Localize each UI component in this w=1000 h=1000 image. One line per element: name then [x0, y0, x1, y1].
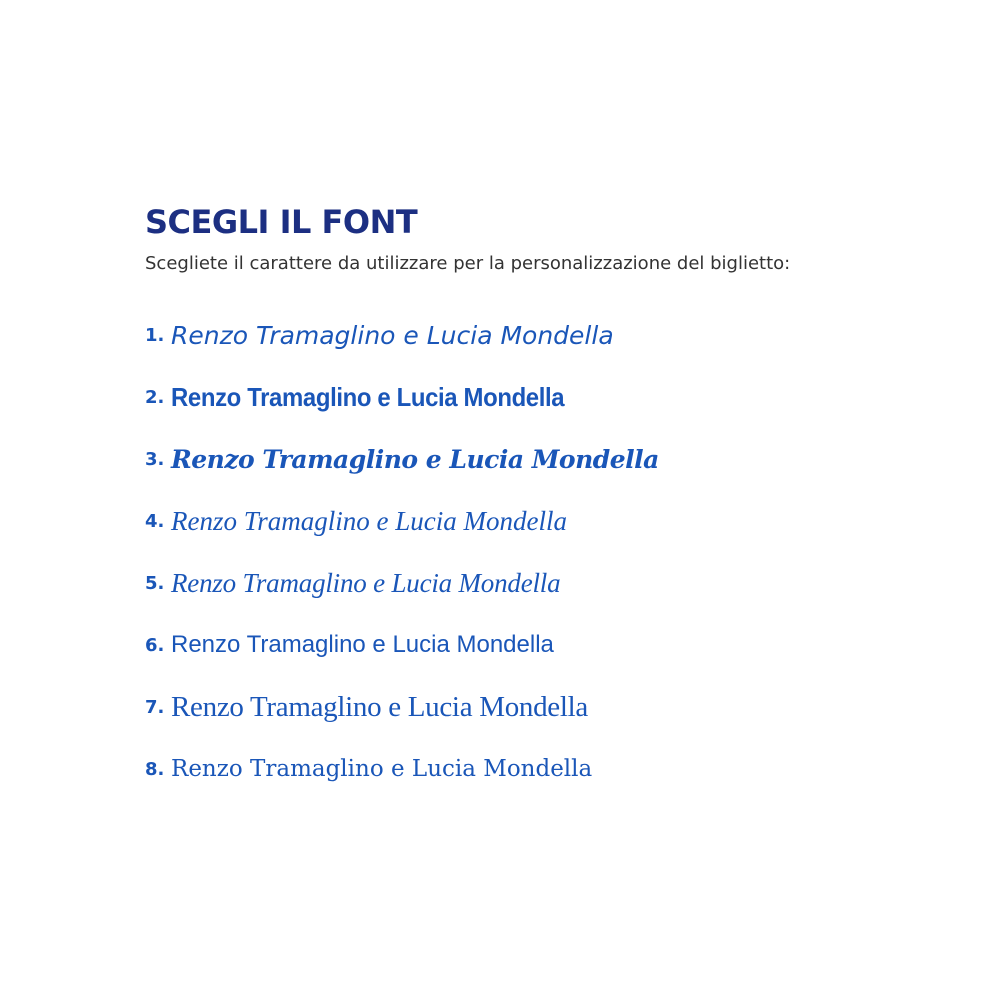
font-sample-text: Renzo Tramaglino e Lucia Mondella	[171, 690, 588, 723]
option-number: 7.	[145, 696, 165, 718]
font-option-1[interactable]	[145, 304, 945, 366]
font-sample-text: Renzo Tramaglino e Lucia Mondella	[171, 444, 659, 474]
instructions-text: Scegliete il carattere da utilizzare per la personalizzazione del biglietto:	[145, 253, 791, 274]
font-sample-text: Renzo Tramaglino e Lucia Mondella	[171, 756, 593, 782]
font-option-6[interactable]	[145, 614, 945, 676]
font-sample-text: Renzo Tramaglino e Lucia Mondella	[171, 381, 565, 412]
font-option-8[interactable]	[145, 738, 945, 800]
option-number: 4.	[145, 510, 165, 532]
font-options-list	[145, 304, 945, 800]
font-sample-text: Renzo Tramaglino e Lucia Mondella	[171, 567, 561, 598]
option-number: 8.	[145, 758, 165, 780]
font-sample-text: Renzo Tramaglino e Lucia Mondella	[171, 320, 614, 350]
font-option-7[interactable]	[145, 676, 945, 738]
font-sample-text: Renzo Tramaglino e Lucia Mondella	[171, 505, 567, 536]
font-chooser-panel	[145, 200, 945, 800]
option-number: 6.	[145, 634, 165, 656]
font-option-3[interactable]	[145, 428, 945, 490]
page-title: SCEGLI IL FONT	[145, 203, 418, 241]
option-number: 3.	[145, 448, 165, 470]
option-number: 5.	[145, 572, 165, 594]
font-option-5[interactable]	[145, 552, 945, 614]
option-number: 1.	[145, 324, 165, 346]
option-number: 2.	[145, 386, 165, 408]
font-option-4[interactable]	[145, 490, 945, 552]
font-sample-text: Renzo Tramaglino e Lucia Mondella	[171, 631, 554, 658]
font-option-2[interactable]	[145, 366, 945, 428]
